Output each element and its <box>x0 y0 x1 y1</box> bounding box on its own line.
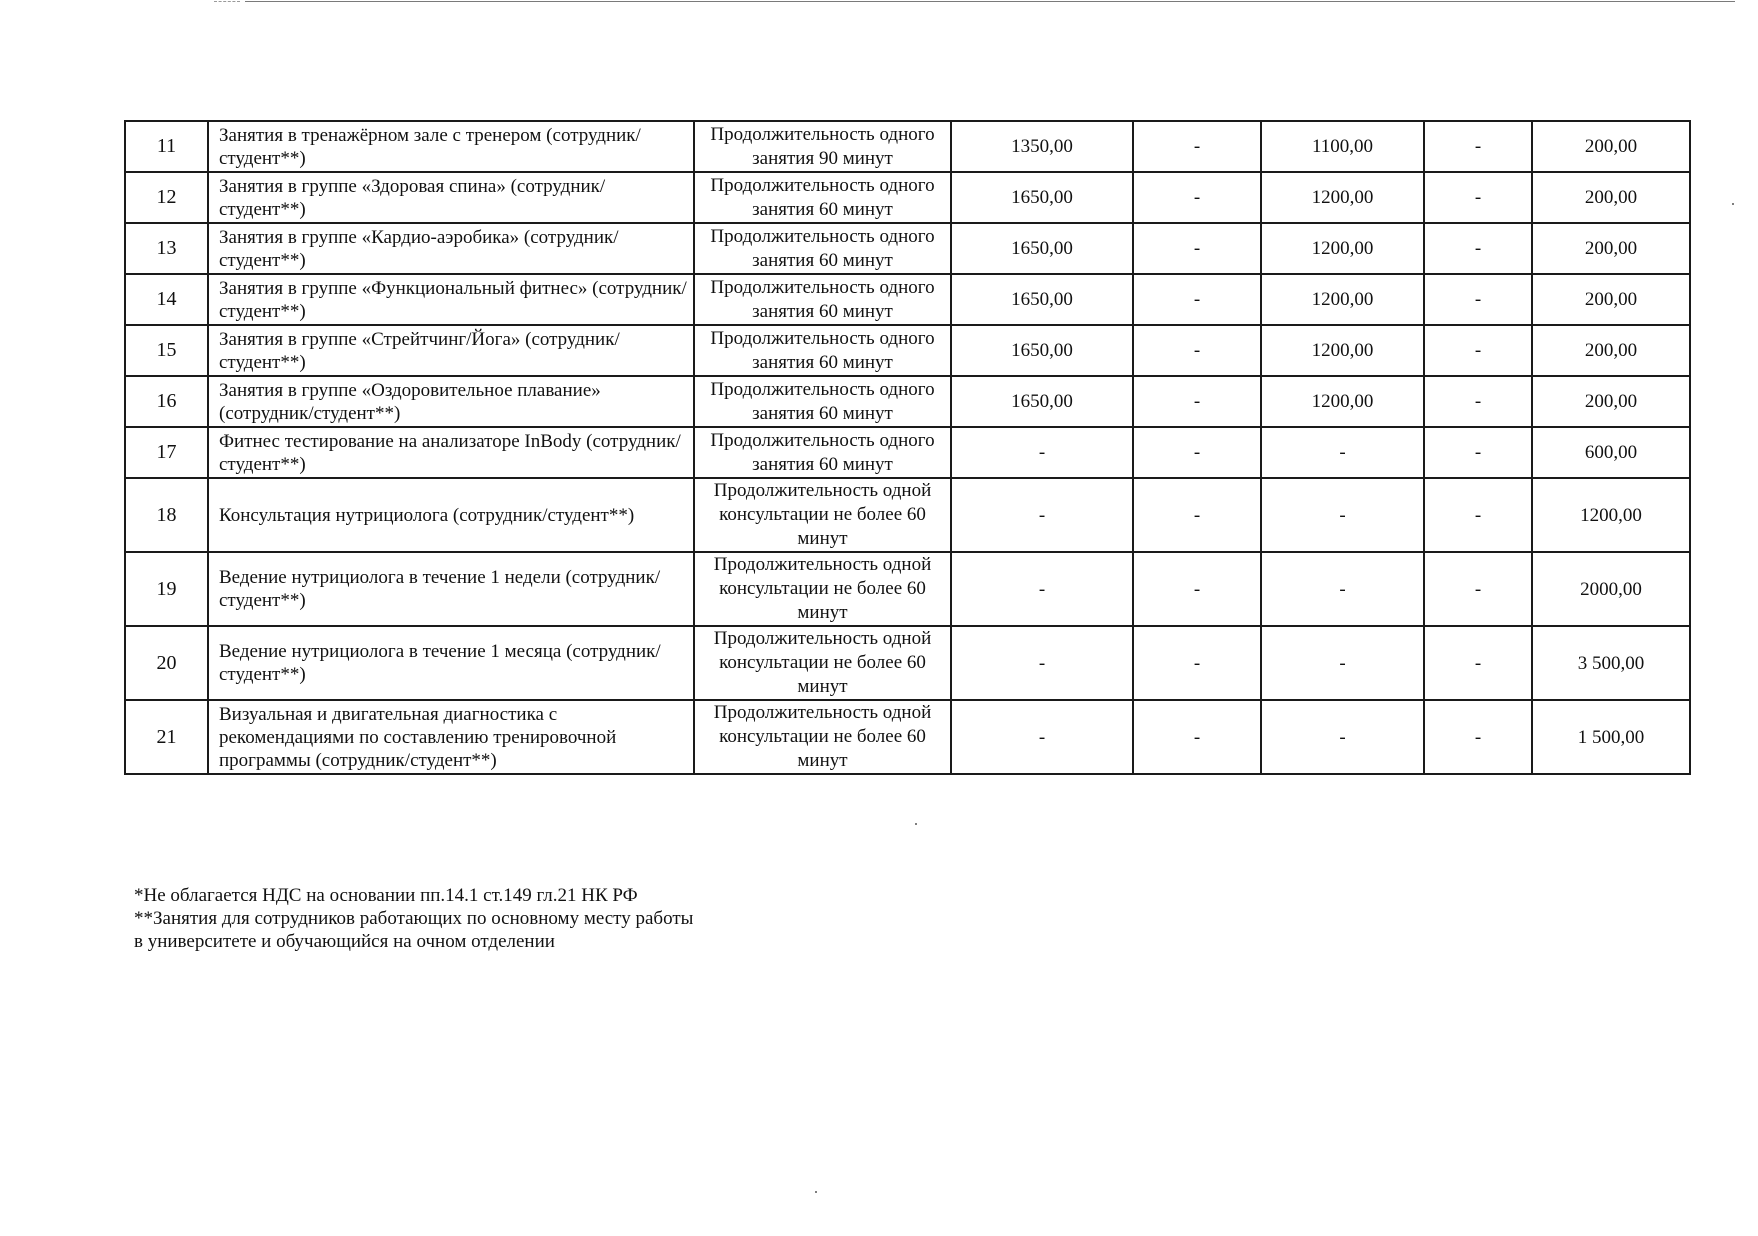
table-row <box>125 274 1690 325</box>
price-cell: 1100,00 <box>1261 121 1424 172</box>
footnotes <box>134 884 694 953</box>
price-cell: - <box>1133 427 1261 478</box>
table-row <box>125 626 1690 700</box>
row-number: 20 <box>125 626 208 700</box>
price-cell: 1350,00 <box>951 121 1133 172</box>
service-duration: Продолжительность одного занятия 60 минут <box>694 172 951 223</box>
scan-speck <box>815 1191 817 1193</box>
price-cell: 1650,00 <box>951 172 1133 223</box>
price-cell: - <box>1133 478 1261 552</box>
row-number: 15 <box>125 325 208 376</box>
price-cell: - <box>1424 223 1532 274</box>
service-duration: Продолжительность одной консультации не более 60 минут <box>694 626 951 700</box>
price-cell: 1200,00 <box>1261 172 1424 223</box>
price-cell: - <box>951 626 1133 700</box>
price-cell: - <box>951 700 1133 774</box>
price-cell: - <box>1133 325 1261 376</box>
service-name: Ведение нутрициолога в течение 1 месяца (сотрудник/студент**) <box>208 626 694 700</box>
table-row <box>125 427 1690 478</box>
service-duration: Продолжительность одного занятия 60 минут <box>694 223 951 274</box>
scan-speck <box>915 823 917 825</box>
row-number: 21 <box>125 700 208 774</box>
price-cell: 200,00 <box>1532 121 1690 172</box>
row-number: 18 <box>125 478 208 552</box>
price-cell: - <box>1424 478 1532 552</box>
service-duration: Продолжительность одной консультации не более 60 минут <box>694 478 951 552</box>
price-cell: - <box>1133 274 1261 325</box>
row-number: 19 <box>125 552 208 626</box>
price-cell: - <box>1424 552 1532 626</box>
price-cell: 1200,00 <box>1261 376 1424 427</box>
price-cell: 1650,00 <box>951 223 1133 274</box>
row-number: 13 <box>125 223 208 274</box>
scan-speck <box>1732 203 1734 205</box>
price-cell: - <box>1424 427 1532 478</box>
service-duration: Продолжительность одного занятия 60 минут <box>694 274 951 325</box>
row-number: 17 <box>125 427 208 478</box>
price-cell: - <box>1133 172 1261 223</box>
price-table <box>124 120 1691 775</box>
price-cell: - <box>1261 626 1424 700</box>
table-row <box>125 552 1690 626</box>
service-name: Занятия в группе «Здоровая спина» (сотрудник/студент**) <box>208 172 694 223</box>
price-cell: 1200,00 <box>1261 223 1424 274</box>
price-cell: 200,00 <box>1532 274 1690 325</box>
service-name: Занятия в группе «Функциональный фитнес» (сотрудник/студент**) <box>208 274 694 325</box>
price-cell: - <box>1133 700 1261 774</box>
price-cell: 1200,00 <box>1532 478 1690 552</box>
price-cell: - <box>951 478 1133 552</box>
price-cell: - <box>1424 376 1532 427</box>
price-cell: 200,00 <box>1532 325 1690 376</box>
service-duration: Продолжительность одного занятия 60 минут <box>694 325 951 376</box>
service-duration: Продолжительность одной консультации не более 60 минут <box>694 700 951 774</box>
price-cell: 1 500,00 <box>1532 700 1690 774</box>
price-cell: 1200,00 <box>1261 325 1424 376</box>
price-cell: - <box>1133 121 1261 172</box>
price-cell: - <box>1424 700 1532 774</box>
price-cell: - <box>1261 427 1424 478</box>
price-cell: - <box>1261 552 1424 626</box>
row-number: 11 <box>125 121 208 172</box>
price-cell: - <box>1424 325 1532 376</box>
service-duration: Продолжительность одного занятия 60 минут <box>694 376 951 427</box>
service-name: Занятия в тренажёрном зале с тренером (сотрудник/студент**) <box>208 121 694 172</box>
service-name: Визуальная и двигательная диагностика с рекомендациями по составлению тренировочной программы (сотрудник/студент**) <box>208 700 694 774</box>
row-number: 14 <box>125 274 208 325</box>
table-row <box>125 325 1690 376</box>
price-cell: 200,00 <box>1532 172 1690 223</box>
price-cell: 1650,00 <box>951 325 1133 376</box>
price-cell: - <box>951 427 1133 478</box>
price-cell: - <box>1133 626 1261 700</box>
table-row <box>125 478 1690 552</box>
price-cell: 1650,00 <box>951 376 1133 427</box>
price-cell: - <box>1424 121 1532 172</box>
table-row <box>125 223 1690 274</box>
price-cell: 200,00 <box>1532 223 1690 274</box>
table-row <box>125 376 1690 427</box>
scan-top-rule <box>245 1 1735 2</box>
service-name: Ведение нутрициолога в течение 1 недели (сотрудник/студент**) <box>208 552 694 626</box>
price-cell: - <box>1261 700 1424 774</box>
price-cell: 600,00 <box>1532 427 1690 478</box>
service-name: Фитнес тестирование на анализаторе InBody (сотрудник/студент**) <box>208 427 694 478</box>
service-duration: Продолжительность одной консультации не более 60 минут <box>694 552 951 626</box>
service-name: Консультация нутрициолога (сотрудник/студент**) <box>208 478 694 552</box>
table-row <box>125 121 1690 172</box>
price-cell: 200,00 <box>1532 376 1690 427</box>
service-name: Занятия в группе «Стрейтчинг/Йога» (сотрудник/студент**) <box>208 325 694 376</box>
row-number: 12 <box>125 172 208 223</box>
service-name: Занятия в группе «Кардио-аэробика» (сотрудник/студент**) <box>208 223 694 274</box>
price-cell: 2000,00 <box>1532 552 1690 626</box>
row-number: 16 <box>125 376 208 427</box>
price-cell: - <box>1424 274 1532 325</box>
table-row <box>125 172 1690 223</box>
footnote-vat: *Не облагается НДС на основании пп.14.1 ст.149 гл.21 НК РФ <box>134 885 638 906</box>
price-cell: - <box>1424 172 1532 223</box>
price-cell: - <box>1133 223 1261 274</box>
service-duration: Продолжительность одного занятия 60 минут <box>694 427 951 478</box>
price-cell: 1200,00 <box>1261 274 1424 325</box>
scan-top-dash <box>214 1 240 2</box>
footnote-employees: **Занятия для сотрудников работающих по основному месту работы в университете и обучающийся на очном отделении <box>134 908 694 952</box>
service-name: Занятия в группе «Оздоровительное плавание» (сотрудник/студент**) <box>208 376 694 427</box>
price-cell: - <box>1133 376 1261 427</box>
price-cell: 1650,00 <box>951 274 1133 325</box>
table-row <box>125 700 1690 774</box>
price-cell: 3 500,00 <box>1532 626 1690 700</box>
price-cell: - <box>1424 626 1532 700</box>
service-duration: Продолжительность одного занятия 90 минут <box>694 121 951 172</box>
price-cell: - <box>951 552 1133 626</box>
price-cell: - <box>1133 552 1261 626</box>
price-cell: - <box>1261 478 1424 552</box>
